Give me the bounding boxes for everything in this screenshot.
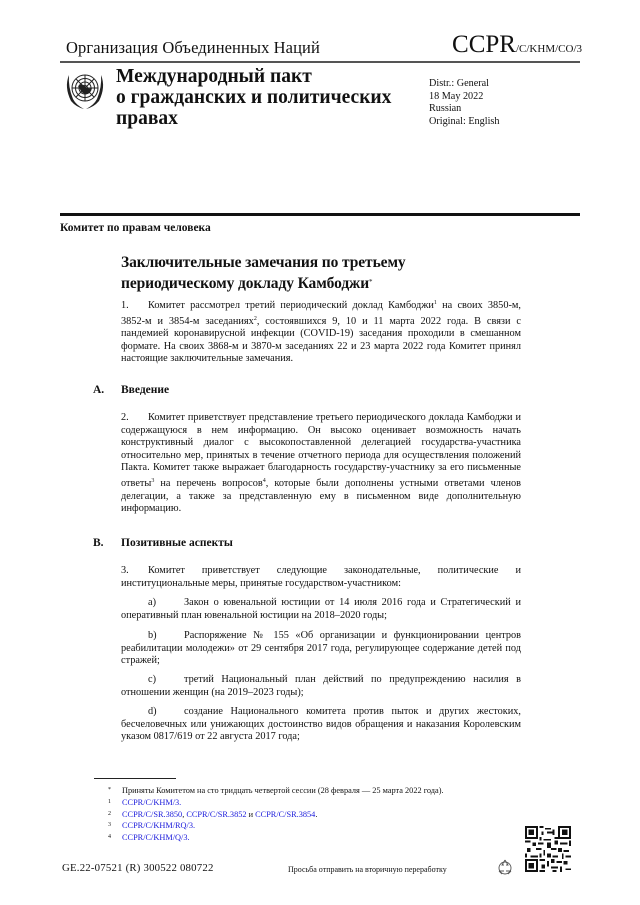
footnote-1: 1 CCPR/C/KHM/3. xyxy=(108,797,182,807)
treaty-title-line-2: о гражданских и политических xyxy=(116,87,392,108)
footnote-link[interactable]: CCPR/C/SR.3854 xyxy=(255,809,316,819)
footnote-link[interactable]: CCPR/C/SR.3852 xyxy=(186,809,247,819)
list-item-a: a) Закон о ювенальной юстиции от 14 июля 2016 года и Стратегический и оперативный план ювенальной юстиции на 2018–2020 годы; xyxy=(121,597,521,621)
section-title: Позитивные аспекты xyxy=(121,537,233,549)
list-item-c: c) третий Национальный план действий по предупреждению насилия в отношении женщин (на 2019–2023 годы); xyxy=(121,674,521,698)
recycle-icon xyxy=(496,858,514,876)
section-rule xyxy=(60,213,580,216)
section-title: Введение xyxy=(121,384,170,396)
organization-name: Организация Объединенных Наций xyxy=(66,38,320,57)
section-heading-a xyxy=(93,384,169,396)
footnote-link[interactable]: CCPR/C/KHM/Q/3. xyxy=(122,833,190,843)
footnote-link[interactable]: CCPR/C/KHM/3. xyxy=(122,797,182,807)
list-item-label: a) xyxy=(148,597,156,608)
treaty-title-line-3: правах xyxy=(116,108,178,129)
document-title-line-1: Заключительные замечания по третьему xyxy=(121,254,406,271)
treaty-title-line-1: Международный пакт xyxy=(116,66,312,87)
footnote-link[interactable]: CCPR/C/KHM/RQ/3. xyxy=(122,821,196,831)
distribution-date: 18 May 2022 xyxy=(429,90,484,102)
paragraph-1: 1. Комитет рассмотрел третий периодический доклад Камбоджи$^1$ на своих 3850-м, 3852-м и 3854-м заседаниях$^2$, состоявшихся 9, 10 и 11 марта 2022 года. В связи с пандемией коронавирусной инфекции (COVID-19) заседания проходили в смешанном формате. На своих 3868-м и 3870-м заседаниях 22 и 23 марта 2022 года Комитет принял настоящие заключительные замечания. xyxy=(121,300,521,365)
list-item-label: c) xyxy=(148,674,156,685)
symbol-main: CCPR xyxy=(452,31,516,58)
paragraph-number: 2. xyxy=(121,412,129,423)
footnote-ref[interactable]: 3 xyxy=(151,477,155,484)
footnote-link[interactable]: CCPR/C/SR.3850 xyxy=(122,809,183,819)
document-number: GE.22-07521 (R) 300522 080722 xyxy=(62,862,214,874)
title-footnote-mark: * xyxy=(369,277,373,286)
recycle-notice: Просьба отправить на вторичную переработку xyxy=(288,865,447,874)
footnote-star: * Приняты Комитетом на сто тридцать четвертой сессии (28 февраля — 25 марта 2022 года). xyxy=(108,786,444,795)
footnote-ref[interactable]: 2 xyxy=(253,315,257,322)
footnote-rule xyxy=(94,778,176,779)
distribution-language: Russian xyxy=(429,103,462,115)
footnote-4: 4 CCPR/C/KHM/Q/3. xyxy=(108,833,190,843)
paragraph-3: 3. Комитет приветствует следующие законодательные, политические и институциональные меры, принятые государством-участником: xyxy=(121,565,521,589)
list-item-d: d) создание Национального комитета против пыток и других жестоких, бесчеловечных или унижающих достоинство видов обращения и наказания Королевским указом 0817/619 от 22 августа 2017 года; xyxy=(121,706,521,743)
document-title xyxy=(121,254,406,293)
distribution-type: Distr.: General xyxy=(429,78,489,89)
footnote-ref[interactable]: 4 xyxy=(262,477,266,484)
footnote-3: 3 CCPR/C/KHM/RQ/3. xyxy=(108,821,196,831)
paragraph-number: 1. xyxy=(121,300,129,311)
document-symbol xyxy=(452,31,582,59)
paragraph-2: 2. Комитет приветствует представление третьего периодического доклада Камбоджи и содержащуюся в нем информацию. Он высоко оценивает возможность начать конструктивный диалог с высокопоставленной делегацией государства-участника относительно мер, принятых в течение отчетного периода для осуществления положений Пакта. Комитет также выражает благодарность государству-участнику за его письменные ответы$^3$ на перечень вопросов$^4$, которые были дополнены устными ответами членов делегации, а также за представленную ему в письменном виде дополнительную информацию. xyxy=(121,412,521,515)
distribution-info xyxy=(429,78,499,128)
qr-code-icon[interactable] xyxy=(525,826,571,872)
distribution-original: Original: English xyxy=(429,115,500,127)
section-letter: B. xyxy=(93,537,104,549)
header-rule xyxy=(60,61,580,63)
list-item-label: d) xyxy=(148,706,157,717)
symbol-sub: /C/KHM/CO/3 xyxy=(515,43,582,55)
section-heading-b xyxy=(93,537,233,549)
list-item-label: b) xyxy=(148,630,157,641)
list-item-b: b) Распоряжение № 155 «Об организации и функционировании центров реабилитации молодежи» от 29 сентября 2017 года, регулирующее содержание детей под стражей; xyxy=(121,630,521,667)
paragraph-number: 3. xyxy=(121,565,129,576)
footnotes xyxy=(108,785,444,844)
footnote-2: 2 CCPR/C/SR.3850, CCPR/C/SR.3852 и CCPR/C/SR.3854. xyxy=(108,809,318,819)
treaty-body-title xyxy=(116,66,406,129)
section-letter: A. xyxy=(93,384,105,396)
committee-name: Комитет по правам человека xyxy=(60,222,211,234)
document-title-line-2: периодическому докладу Камбоджи* xyxy=(121,274,373,292)
footnote-ref[interactable]: 1 xyxy=(433,300,437,306)
un-emblem-icon xyxy=(63,67,107,111)
